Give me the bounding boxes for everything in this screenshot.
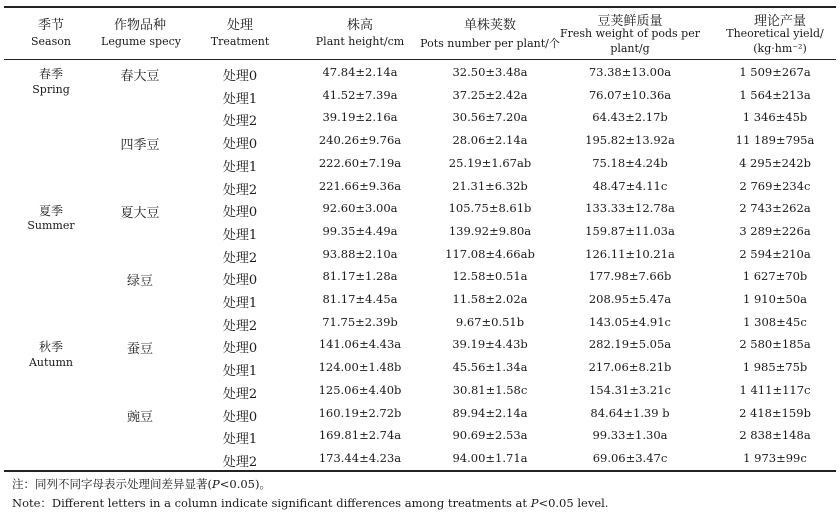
cell-pots: 89.94±2.14a [452, 405, 528, 420]
cell-height: 124.00±1.48b [318, 360, 402, 375]
header-fresh-zh: 豆荚鲜质量 [597, 14, 663, 29]
cell-yield: 2 594±210a [739, 246, 811, 261]
note-zh-p: P [212, 477, 220, 491]
cell-fresh: 99.33±1.30a [592, 428, 668, 443]
header-variety-zh: 作物品种 [113, 18, 166, 33]
note-zh-suffix: <0.05)。 [219, 477, 271, 491]
note-en [12, 495, 608, 511]
cell-yield: 11 189±795a [735, 133, 815, 148]
cell-fresh: 73.38±13.00a [588, 65, 672, 79]
cell-pots: 45.56±1.34a [452, 360, 528, 375]
cell-treatment: 处理1 [222, 227, 258, 243]
cell-yield: 2 418±159b [739, 405, 811, 420]
variety-label: 夏大豆 [120, 206, 160, 221]
cell-yield: 1 411±117c [739, 382, 811, 397]
cell-treatment: 处理0 [222, 273, 258, 289]
header-pots-zh: 单株荚数 [463, 18, 516, 33]
cell-height: 41.52±7.39a [322, 87, 398, 102]
season-summer-zh: 夏季 [38, 204, 63, 218]
cell-treatment: 处理2 [222, 114, 258, 130]
cell-treatment: 处理0 [222, 205, 258, 221]
cell-fresh: 177.98±7.66b [588, 269, 672, 284]
cell-fresh: 282.19±5.05a [588, 337, 672, 352]
cell-fresh: 143.05±4.91c [589, 314, 671, 329]
note-en-p: P [530, 496, 539, 510]
cell-pots: 11.58±2.02a [452, 292, 528, 306]
bottom-rule [4, 470, 836, 472]
cell-height: 222.60±7.19a [318, 155, 402, 170]
season-autumn-zh: 秋季 [38, 340, 63, 354]
cell-fresh: 133.33±12.78a [585, 201, 675, 216]
note-zh-prefix: 注：同列不同字母表示处理间差异显著( [12, 477, 212, 491]
header-yield-en2: (kg·hm⁻²) [753, 42, 807, 55]
cell-fresh: 64.43±2.17b [592, 110, 668, 125]
cell-height: 169.81±2.74a [318, 428, 402, 443]
cell-height: 141.06±4.43a [318, 337, 402, 352]
header-rule [4, 59, 836, 60]
variety-label: 春大豆 [120, 69, 160, 84]
header-height-en: Plant height/cm [315, 35, 405, 48]
header-height-zh: 株高 [346, 18, 373, 33]
season-autumn-en: Autumn [28, 356, 74, 369]
cell-treatment: 处理0 [222, 341, 258, 357]
cell-treatment: 处理0 [222, 409, 258, 425]
cell-height: 71.75±2.39b [322, 314, 398, 329]
cell-yield: 2 838±148a [739, 428, 811, 443]
cell-yield: 2 580±185a [739, 337, 811, 352]
cell-height: 92.60±3.00a [322, 201, 398, 216]
cell-yield: 1 985±75b [742, 360, 808, 375]
cell-treatment: 处理2 [222, 318, 258, 334]
variety-label: 豌豆 [126, 410, 153, 425]
cell-treatment: 处理1 [222, 432, 258, 448]
cell-pots: 25.19±1.67ab [448, 155, 532, 170]
cell-pots: 39.19±4.43b [452, 337, 528, 352]
cell-yield: 1 910±50a [742, 292, 808, 306]
cell-treatment: 处理0 [222, 137, 258, 153]
cell-fresh: 195.82±13.92a [585, 133, 675, 148]
cell-pots: 32.50±3.48a [452, 65, 528, 79]
cell-height: 93.88±2.10a [322, 246, 398, 261]
cell-fresh: 217.06±8.21b [588, 360, 672, 375]
cell-treatment: 处理2 [222, 182, 258, 198]
variety-label: 绿豆 [126, 274, 153, 289]
cell-fresh: 84.64±1.39 b [590, 405, 670, 420]
note-zh [12, 476, 271, 492]
cell-pots: 139.92±9.80a [448, 223, 532, 238]
cell-yield: 1 564±213a [739, 87, 811, 102]
note-en-prefix: Note：Different letters in a column indicate significant differences among treatments at [12, 496, 531, 510]
cell-yield: 1 509±267a [739, 65, 811, 79]
cell-height: 39.19±2.16a [322, 110, 398, 125]
top-rule [4, 6, 836, 8]
cell-height: 47.84±2.14a [322, 65, 398, 79]
cell-treatment: 处理0 [222, 69, 258, 84]
header-yield-zh: 理论产量 [753, 14, 806, 29]
cell-treatment: 处理2 [222, 386, 258, 402]
cell-fresh: 69.06±3.47c [592, 450, 668, 465]
cell-pots: 37.25±2.42a [452, 87, 528, 102]
cell-fresh: 208.95±5.47a [588, 292, 672, 306]
cell-pots: 21.31±6.32b [452, 178, 528, 193]
header-season-en: Season [31, 35, 71, 48]
header-pots-en: Pots number per plant/个 [420, 37, 560, 50]
cell-height: 99.35±4.49a [322, 223, 398, 238]
cell-yield: 1 308±45c [743, 314, 807, 329]
cell-height: 240.26±9.76a [318, 133, 402, 148]
cell-yield: 2 743±262a [739, 201, 811, 216]
header-fresh-en2: plant/g [610, 42, 650, 55]
variety-label: 蚕豆 [126, 342, 153, 357]
cell-yield: 1 346±45b [742, 110, 808, 125]
cell-fresh: 126.11±10.21a [585, 246, 675, 261]
cell-pots: 30.56±7.20a [452, 110, 528, 125]
cell-pots: 117.08±4.66ab [445, 246, 535, 261]
cell-fresh: 154.31±3.21c [589, 382, 671, 397]
season-spring-en: Spring [32, 83, 70, 96]
season-summer-en: Summer [27, 219, 75, 232]
cell-pots: 12.58±0.51a [452, 269, 528, 284]
cell-height: 221.66±9.36a [318, 178, 402, 193]
cell-pots: 28.06±2.14a [452, 133, 528, 148]
cell-yield: 1 973±99c [743, 450, 807, 465]
cell-treatment: 处理1 [222, 159, 258, 175]
cell-pots: 9.67±0.51b [455, 314, 525, 329]
cell-pots: 105.75±8.61b [448, 201, 532, 216]
cell-treatment: 处理1 [222, 296, 258, 311]
header-season-zh: 季节 [37, 18, 64, 33]
cell-pots: 94.00±1.71a [452, 450, 528, 465]
cell-fresh: 48.47±4.11c [592, 178, 668, 193]
cell-fresh: 75.18±4.24b [592, 155, 668, 170]
variety-label: 四季豆 [120, 138, 160, 153]
header-treatment-zh: 处理 [226, 18, 253, 33]
cell-fresh: 76.07±10.36a [588, 87, 672, 102]
cell-fresh: 159.87±11.03a [585, 223, 675, 238]
cell-yield: 3 289±226a [739, 223, 811, 238]
cell-height: 160.19±2.72b [318, 405, 402, 420]
header-treatment-en: Treatment [210, 35, 270, 48]
cell-treatment: 处理2 [222, 250, 258, 266]
season-spring-zh: 春季 [38, 67, 63, 81]
header-fresh-en1: Fresh weight of pods per [560, 27, 700, 40]
cell-treatment: 处理1 [222, 91, 258, 107]
header-yield-en1: Theoretical yield/ [726, 27, 824, 40]
cell-yield: 2 769±234c [739, 178, 811, 193]
cell-pots: 90.69±2.53a [452, 428, 528, 443]
cell-height: 81.17±4.45a [322, 292, 398, 306]
header-variety-en: Legume specy [101, 35, 181, 48]
cell-yield: 4 295±242b [739, 155, 811, 170]
cell-yield: 1 627±70b [742, 269, 808, 284]
cell-treatment: 处理1 [222, 364, 258, 380]
cell-treatment: 处理2 [222, 454, 258, 470]
cell-pots: 30.81±1.58c [452, 382, 528, 397]
cell-height: 125.06±4.40b [318, 382, 402, 397]
cell-height: 81.17±1.28a [322, 269, 398, 284]
cell-height: 173.44±4.23a [318, 450, 402, 465]
note-en-suffix: <0.05 level. [538, 496, 609, 510]
